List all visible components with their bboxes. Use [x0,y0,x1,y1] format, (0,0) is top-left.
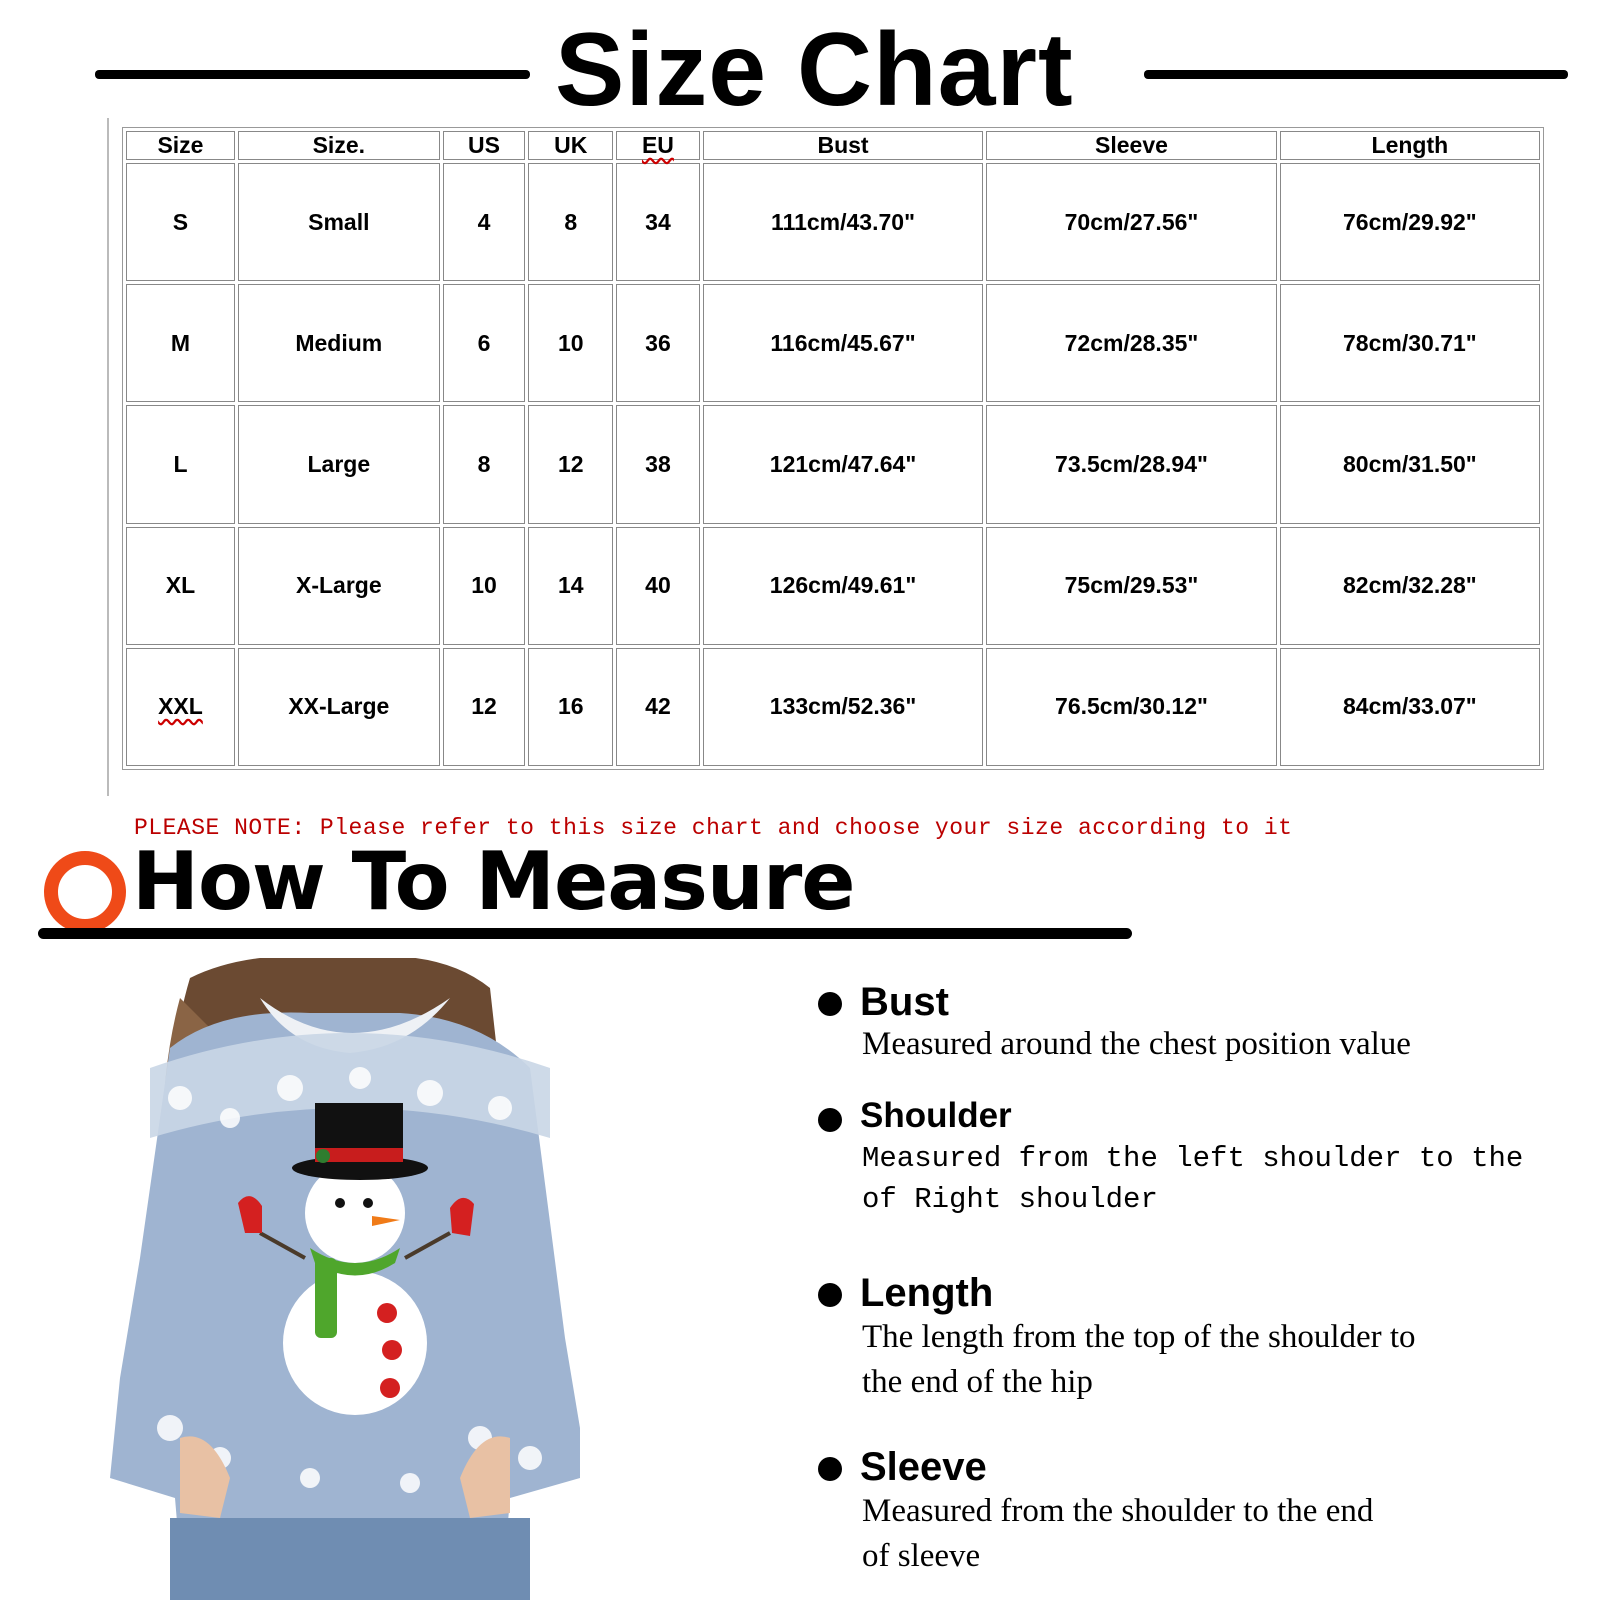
measure-item-title: Length [860,1271,994,1315]
table-cell: 12 [443,648,526,766]
table-cell: 80cm/31.50" [1280,405,1540,523]
size-chart-header [0,0,1600,128]
table-cell: 73.5cm/28.94" [986,405,1277,523]
table-cell: 16 [528,648,613,766]
page-title: Size Chart [555,12,1074,128]
table-cell: 75cm/29.53" [986,527,1277,645]
header-cell: Length [1280,131,1540,160]
table-cell: 42 [616,648,700,766]
table-cell: 111cm/43.70" [703,163,983,281]
table-cell: 126cm/49.61" [703,527,983,645]
table-side-rule [107,118,109,796]
title-rule-right [1144,70,1568,79]
table-cell: XL [126,527,235,645]
bullet-icon [818,1457,842,1481]
table-cell: 40 [616,527,700,645]
table-cell: 82cm/32.28" [1280,527,1540,645]
table-row [126,527,1540,645]
bullet-icon [818,1283,842,1307]
table-cell: 8 [443,405,526,523]
table-cell: 8 [528,163,613,281]
header-cell: Sleeve [986,131,1277,160]
measure-item-desc: The length from the top of the shoulder to [862,1319,1416,1355]
table-cell-text: XXL [158,693,203,720]
table-cell: 10 [528,284,613,402]
size-table [122,127,1544,770]
measure-item-title: Sleeve [860,1445,987,1489]
measure-item-desc: of sleeve [862,1538,981,1574]
table-cell: 84cm/33.07" [1280,648,1540,766]
table-cell: S [126,163,235,281]
table-cell: 36 [616,284,700,402]
measure-item-desc: the end of the hip [862,1364,1093,1400]
table-cell: 4 [443,163,526,281]
measure-item-title: Shoulder [860,1096,1012,1135]
bullet-icon [818,992,842,1016]
table-cell: X-Large [238,527,440,645]
table-cell: 116cm/45.67" [703,284,983,402]
header-cell [616,131,700,160]
measure-item-title: Bust [860,980,949,1024]
table-cell: 76cm/29.92" [1280,163,1540,281]
title-rule-left [95,70,530,79]
table-cell: 38 [616,405,700,523]
bullet-icon [818,1108,842,1132]
table-cell: 70cm/27.56" [986,163,1277,281]
table-cell: 14 [528,527,613,645]
table-cell: 121cm/47.64" [703,405,983,523]
table-row [126,284,1540,402]
table-cell: Medium [238,284,440,402]
table-cell: Large [238,405,440,523]
measure-item-desc: of Right shoulder [862,1183,1158,1216]
header-cell: UK [528,131,613,160]
table-header-row [126,131,1540,160]
table-row [126,648,1540,766]
table-cell: 12 [528,405,613,523]
table-cell: 78cm/30.71" [1280,284,1540,402]
table-cell: L [126,405,235,523]
sweater-photo [110,958,590,1600]
table-cell: 34 [616,163,700,281]
how-to-measure-title: How To Measure [132,835,855,928]
header-cell: US [443,131,526,160]
table-cell: M [126,284,235,402]
how-to-measure-rule [38,928,1132,939]
table-row [126,405,1540,523]
size-note: PLEASE NOTE: Please refer to this size chart and choose your size according to it [134,815,1293,841]
header-cell: Size [126,131,235,160]
table-cell: 6 [443,284,526,402]
header-cell: Bust [703,131,983,160]
header-cell-text: EU [641,132,674,158]
ring-icon [44,851,126,933]
measure-item-desc: Measured around the chest position value [862,1026,1411,1062]
table-cell: Small [238,163,440,281]
table-cell: 10 [443,527,526,645]
table-cell: XX-Large [238,648,440,766]
table-cell: 72cm/28.35" [986,284,1277,402]
measure-item-desc: Measured from the left shoulder to the [862,1142,1524,1175]
table-cell [126,648,235,766]
header-cell: Size. [238,131,440,160]
measure-item-desc: Measured from the shoulder to the end [862,1493,1374,1529]
table-cell: 133cm/52.36" [703,648,983,766]
table-row [126,163,1540,281]
table-cell: 76.5cm/30.12" [986,648,1277,766]
